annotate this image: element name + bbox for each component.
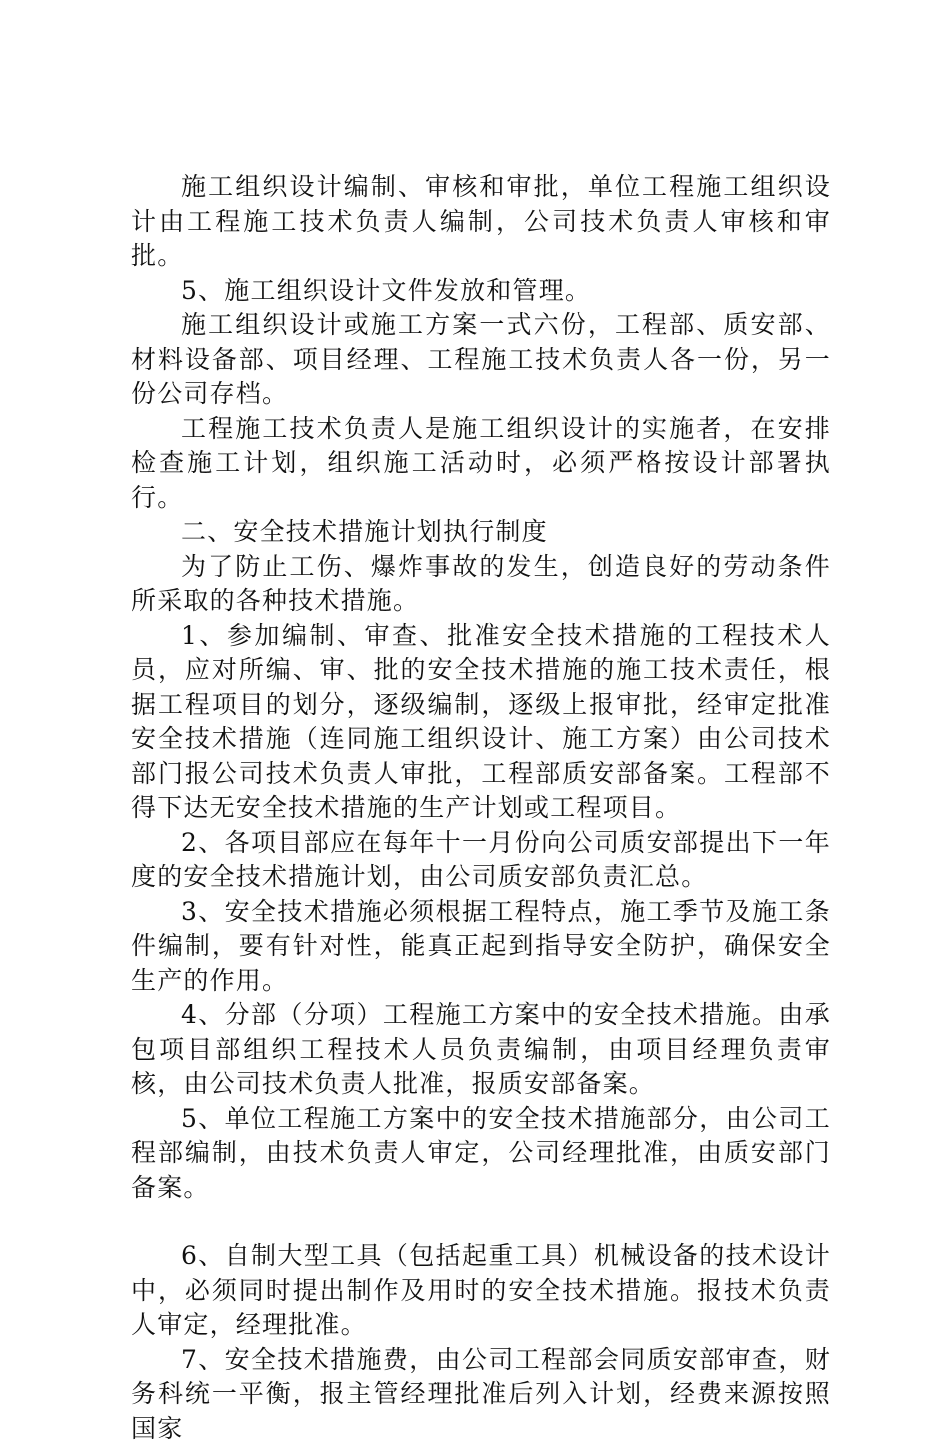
paragraph: 施工组织设计编制、审核和审批，单位工程施工组织设计由工程施工技术负责人编制，公司技术负责人审核和审批。	[131, 170, 831, 274]
paragraph: 工程施工技术负责人是施工组织设计的实施者，在安排检查施工计划，组织施工活动时，必须严格按设计部署执行。	[131, 412, 831, 516]
paragraph: 施工组织设计或施工方案一式六份，工程部、质安部、材料设备部、项目经理、工程施工技术负责人各一份，另一份公司存档。	[131, 308, 831, 412]
paragraph: 3、安全技术措施必须根据工程特点，施工季节及施工条件编制，要有针对性，能真正起到指导安全防护，确保安全生产的作用。	[131, 895, 831, 999]
paragraph: 2、各项目部应在每年十一月份向公司质安部提出下一年度的安全技术措施计划，由公司质安部负责汇总。	[131, 826, 831, 895]
paragraph: 为了防止工伤、爆炸事故的发生，创造良好的劳动条件所采取的各种技术措施。	[131, 550, 831, 619]
paragraph: 5、单位工程施工方案中的安全技术措施部分，由公司工程部编制，由技术负责人审定，公司经理批准，由质安部门备案。	[131, 1102, 831, 1206]
paragraph: 5、施工组织设计文件发放和管理。	[131, 274, 831, 309]
paragraph: 4、分部（分项）工程施工方案中的安全技术措施。由承包项目部组织工程技术人员负责编制，由项目经理负责审核，由公司技术负责人批准，报质安部备案。	[131, 998, 831, 1102]
paragraph: 1、参加编制、审查、批准安全技术措施的工程技术人员，应对所编、审、批的安全技术措施的施工技术责任，根据工程项目的划分，逐级编制，逐级上报审批，经审定批准安全技术措施（连同施工组织设计、施工方案）由公司技术部门报公司技术负责人审批，工程部质安部备案。工程部不得下达无安全技术措施的生产计划或工程项目。	[131, 619, 831, 826]
section-heading: 二、安全技术措施计划执行制度	[131, 515, 831, 550]
paragraph: 7、安全技术措施费，由公司工程部会同质安部审查，财务科统一平衡，报主管经理批准后列入计划，经费来源按照国家	[131, 1343, 831, 1446]
document-body	[131, 170, 831, 1446]
paragraph: 6、自制大型工具（包括起重工具）机械设备的技术设计中，必须同时提出制作及用时的安全技术措施。报技术负责人审定，经理批准。	[131, 1239, 831, 1343]
